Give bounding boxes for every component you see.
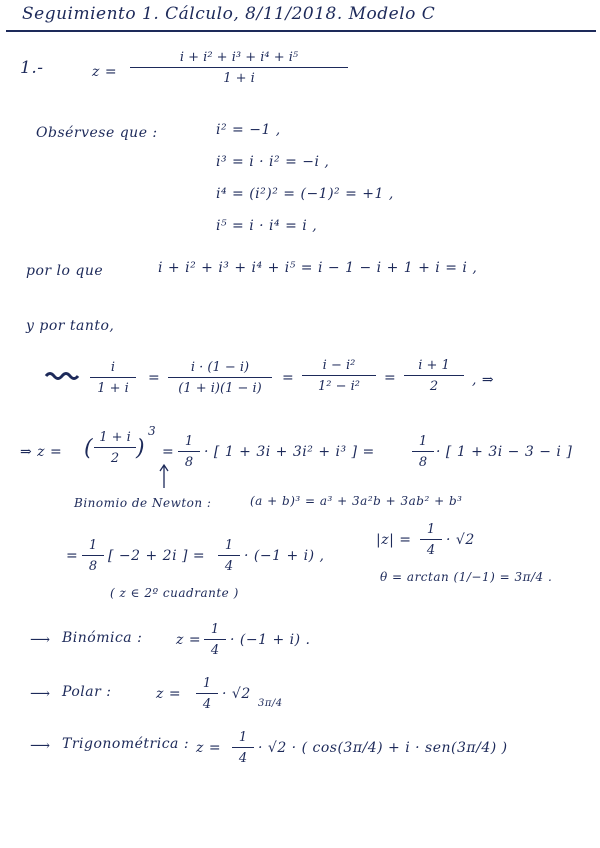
k-denominator: 8 [184,455,194,471]
polar-fraction [196,676,218,712]
quadrant-note: ( z ∈ 2º cuadrante ) [110,586,239,600]
fraction-one-eighth-3 [82,538,104,574]
r-k2-numerator: 1 [224,538,234,553]
pol-k-numerator: 1 [202,676,212,691]
mod-k-numerator: 1 [426,522,436,537]
exponent-3: 3 [148,424,157,438]
arrow-binomica: ⟶ [30,632,51,648]
frac3-numerator: i − i² [322,358,356,373]
arrow-trigonometrica: ⟶ [30,738,51,754]
fraction-result [404,358,464,394]
trig-k-numerator: 1 [238,730,248,745]
fraction-i-over-1plusi [90,360,136,396]
argument-line: θ = arctan (1/−1) = 3π/4 . [380,570,553,584]
fraction-rationalized [168,360,272,396]
paren-close: ) [136,436,146,461]
bracket-simplified: · [ 1 + 3i − 3 − i ] [436,444,573,460]
equals-sign: = [282,370,295,386]
frac2-denominator: (1 + i)(1 − i) [178,381,262,397]
r-k-numerator: 1 [88,538,98,553]
k2-numerator: 1 [418,434,428,449]
trig-k-denominator: 4 [238,751,248,767]
modulus-lhs: |z| = [376,532,412,548]
header-underline [6,30,596,32]
binomica-fraction [204,622,226,658]
bin-k-numerator: 1 [210,622,220,637]
k2-denominator: 8 [418,455,428,471]
frac2-numerator: i · (1 − i) [190,360,250,375]
fraction-expanded [302,358,376,394]
header-title: Seguimiento 1. Cálculo, 8/11/2018. Modelo C [22,4,436,24]
r-k2-denominator: 4 [224,559,234,575]
trig-rhs: · √2 · ( cos(3π/4) + i · sen(3π/4) ) [258,740,508,756]
crossed-out-scribble [44,370,84,382]
r-k-denominator: 8 [88,559,98,575]
pol-k-denominator: 4 [202,697,212,713]
binomica-rhs: · (−1 + i) . [230,632,311,648]
por-lo-que-label: por lo que [26,263,104,279]
frac1-numerator: i [110,360,116,375]
sum-simplification: i + i² + i³ + i⁴ + i⁵ = i − 1 − i + 1 + i = i , [158,260,478,276]
polar-z-equals: z = [156,686,182,702]
newton-formula: (a + b)³ = a³ + 3a²b + 3ab² + b³ [250,494,463,508]
power-line-i5: i⁵ = i · i⁴ = i , [216,218,318,234]
frac4-denominator: 2 [429,379,439,395]
por-tanto-label: y por tanto, [26,318,115,334]
bin-k-denominator: 4 [210,643,220,659]
problem-number: 1.- [20,58,44,78]
binomica-label: Binómica : [62,630,143,646]
power-line-i4: i⁴ = (i²)² = (−1)² = +1 , [216,186,394,202]
fraction-one-eighth-2 [412,434,434,470]
trig-z-equals: z = [196,740,222,756]
implies-z-equals: ⇒ z = [20,444,63,460]
base-denominator: 2 [110,451,120,467]
implies-tail: , ⇒ [472,372,495,388]
polar-modulus: · √2 [222,686,251,702]
paren-open: ( [84,436,94,461]
polar-label: Polar : [62,684,112,700]
equals-sign: = [66,548,79,564]
polar-angle-subscript: 3π/4 [258,698,283,709]
observe-label: Obsérvese que : [36,125,158,141]
trigonometrica-label: Trigonométrica : [62,736,190,752]
fraction-one-eighth [178,434,200,470]
result-tail: · (−1 + i) , [244,548,325,564]
z-numerator: i + i² + i³ + i⁴ + i⁵ [179,50,299,65]
up-arrow-annotation [158,462,170,490]
power-line-i2: i² = −1 , [216,122,281,138]
base-fraction [94,430,136,466]
binomial-expansion: · [ 1 + 3i + 3i² + i³ ] = [204,444,375,460]
z-definition-fraction [130,50,348,86]
bracket-result: [ −2 + 2i ] = [108,548,206,564]
equals-sign: = [384,370,397,386]
frac1-denominator: 1 + i [97,381,129,397]
equals-sign: = [148,370,161,386]
equals-sign: = [162,444,175,460]
frac3-denominator: 1² − i² [317,379,360,395]
z-denominator: 1 + i [223,71,255,87]
modulus-fraction [420,522,442,558]
frac4-numerator: i + 1 [418,358,450,373]
binomica-z-equals: z = [176,632,202,648]
base-numerator: 1 + i [99,430,131,445]
modulus-rhs: · √2 [446,532,475,548]
z-equals: z = [92,64,118,80]
k-numerator: 1 [184,434,194,449]
fraction-one-quarter [218,538,240,574]
newton-label: Binomio de Newton : [74,496,212,510]
arrow-polar: ⟶ [30,686,51,702]
trig-fraction [232,730,254,766]
mod-k-denominator: 4 [426,543,436,559]
power-line-i3: i³ = i · i² = −i , [216,154,330,170]
